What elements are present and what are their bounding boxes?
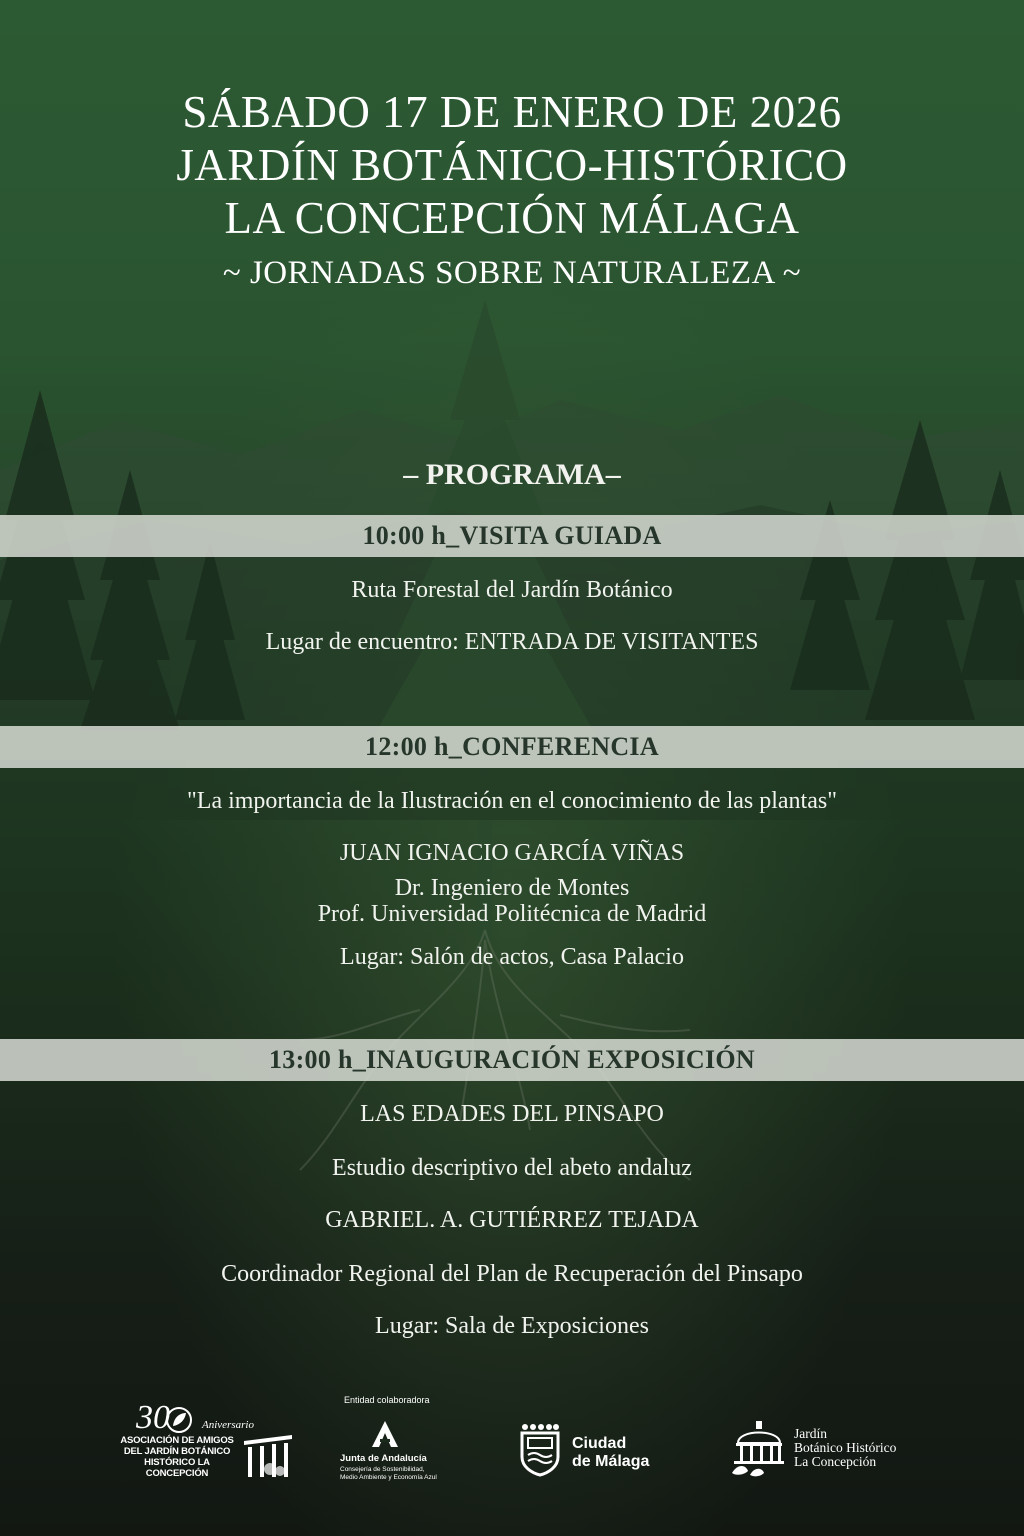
anniversary-label: Aniversario [202, 1419, 254, 1431]
title-block [0, 86, 1024, 293]
event-date: SÁBADO 17 DE ENERO DE 2026 [182, 87, 842, 137]
venue-line-1: JARDÍN BOTÁNICO-HISTÓRICO [176, 140, 848, 190]
exhibition-subtitle: Estudio descriptivo del abeto andaluz [332, 1155, 692, 1181]
venue-line-2: LA CONCEPCIÓN MÁLAGA [224, 193, 800, 243]
building-icon [240, 1431, 296, 1479]
collaborator-label: Entidad colaboradora [344, 1395, 430, 1405]
speaker-affiliation: Prof. Universidad Politécnica de Madrid [317, 901, 707, 927]
section-band-conferencia [0, 726, 1024, 768]
junta-name: Junta de Andalucía [340, 1453, 427, 1464]
exhibition-title: LAS EDADES DEL PINSAPO [360, 1101, 664, 1127]
event-subtitle: ~ JORNADAS SOBRE NATURALEZA ~ [222, 255, 802, 291]
junta-department: Consejería de Sostenibilidad, Medio Ambiente y Economía Azul [340, 1466, 437, 1481]
talk-location: Lugar: Salón de actos, Casa Palacio [340, 944, 684, 970]
talk-title: "La importancia de la Ilustración en el conocimiento de las plantas" [186, 788, 838, 814]
author-name: GABRIEL. A. GUTIÉRREZ TEJADA [325, 1207, 699, 1233]
section-band-exposicion [0, 1039, 1024, 1081]
city-shield-icon [520, 1423, 560, 1477]
section-heading: 10:00 h_VISITA GUIADA [362, 521, 662, 550]
section-text: Ruta Forestal del Jardín Botánico [351, 577, 673, 603]
gazebo-icon [728, 1415, 790, 1479]
speaker-name: JUAN IGNACIO GARCÍA VIÑAS [339, 840, 685, 866]
programa-heading: – PROGRAMA– [403, 458, 621, 491]
section-band-visita [0, 515, 1024, 557]
section-text: Lugar de encuentro: ENTRADA DE VISITANTES [265, 629, 759, 655]
section-heading: 12:00 h_CONFERENCIA [365, 732, 659, 761]
asociacion-name: ASOCIACIÓN DE AMIGOS DEL JARDÍN BOTÁNICO HISTÓRICO LA CONCEPCIÓN [120, 1435, 234, 1479]
sponsor-logos [0, 1395, 1024, 1495]
author-role: Coordinador Regional del Plan de Recuperación del Pinsapo [221, 1261, 803, 1287]
speaker-title: Dr. Ingeniero de Montes [394, 875, 630, 901]
leaf-icon [164, 1405, 194, 1435]
jardin-name: Jardín Botánico Histórico La Concepción [794, 1426, 897, 1469]
ciudad-name: Ciudad de Málaga [572, 1435, 650, 1470]
section-heading: 13:00 h_INAUGURACIÓN EXPOSICIÓN [268, 1045, 755, 1074]
anniversary-number: 30 [136, 1399, 170, 1436]
exhibition-location: Lugar: Sala de Exposiciones [375, 1313, 649, 1339]
junta-a-icon [370, 1419, 400, 1449]
